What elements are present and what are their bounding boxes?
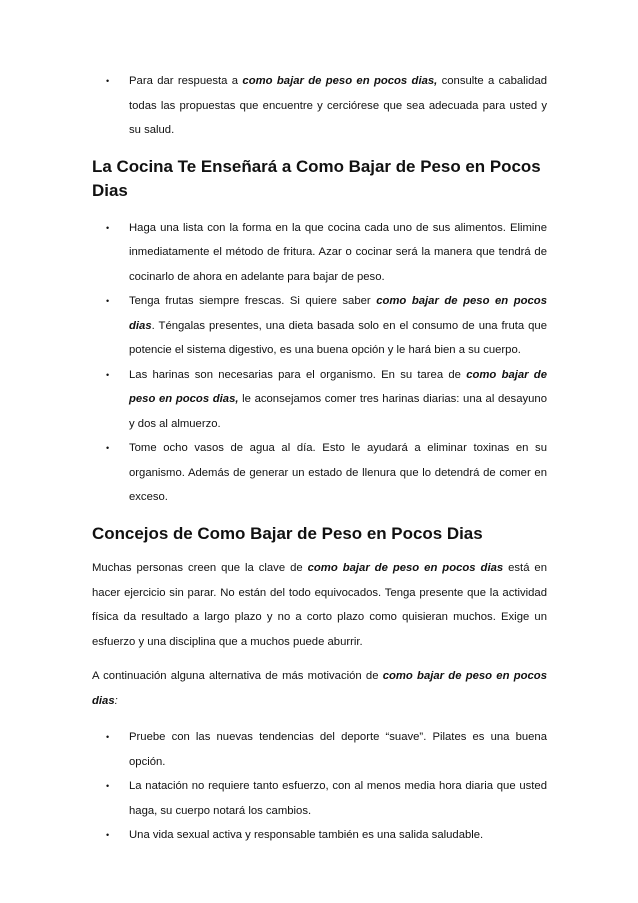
list-item (92, 363, 547, 437)
list-item (92, 289, 547, 363)
bullet-icon: • (106, 222, 110, 233)
bullet-icon: • (106, 732, 110, 742)
item-text: Una vida sexual activa y responsable también es una salida saludable. (129, 829, 484, 841)
list-item (92, 69, 547, 143)
para-text: A continuación alguna alternativa de más motivación de (92, 670, 383, 682)
consejos-list (92, 725, 547, 848)
section-heading: La Cocina Te Enseñará a Como Bajar de Peso en Pocos Dias (92, 156, 541, 200)
bullet-icon: • (106, 76, 110, 86)
list-item (92, 823, 547, 848)
item-text: Haga una lista con la forma en la que cocina cada uno de sus alimentos. Elimine inmediatamente el método de fritura. Azar o cocinar será la manera que tendrá de cocinarlo de ahora en adelante para bajar de peso. (129, 221, 547, 283)
cocina-list (92, 216, 547, 510)
item-text: Tenga frutas siempre frescas. Si quiere saber (129, 295, 377, 307)
section-heading: Concejos de Como Bajar de Peso en Pocos Dias (92, 523, 483, 543)
bullet-icon: • (106, 296, 110, 306)
item-text: le aconsejamos comer tres harinas diarias: una al desayuno y dos al almuerzo. (129, 393, 547, 430)
list-item (92, 774, 547, 823)
item-text: consulte a cabalidad todas las propuestas que encuentre y cerciórese que sea adecuada para usted y su salud. (129, 75, 548, 136)
document-body (92, 69, 547, 848)
para-text: está en hacer ejercicio sin parar. No están del todo equivocados. Tenga presente que la actividad física da resultado a largo plazo y no a corto plazo como quisieran muchos. Exige un esfuerzo y una disciplina que a muchos puede aburrir. (92, 562, 548, 648)
item-text: La natación no requiere tanto esfuerzo, con al menos media hora diaria que usted haga, su cuerpo notará los cambios. (129, 780, 547, 817)
paragraph (92, 664, 547, 713)
item-text: Pruebe con las nuevas tendencias del deporte “suave”. Pilates es una buena opción. (129, 731, 547, 768)
bullet-icon: • (106, 781, 110, 791)
keyword: como bajar de peso en pocos dias (129, 295, 547, 332)
list-item (92, 436, 547, 510)
item-text: . Téngalas presentes, una dieta basada solo en el consumo de una fruta que potencie el sistema digestivo, es una buena opción y le hará bien a su cuerpo. (129, 319, 547, 356)
bullet-icon: • (106, 830, 110, 840)
list-item (92, 216, 547, 290)
keyword: como bajar de peso en pocos dias (92, 670, 547, 707)
para-text: : (114, 694, 118, 707)
bullet-icon: • (106, 443, 110, 453)
keyword: como bajar de peso en pocos dias, (242, 75, 438, 87)
item-text: Las harinas son necesarias para el organismo. En su tarea de (129, 368, 467, 381)
item-text: Para dar respuesta a (129, 75, 243, 87)
list-item (92, 725, 547, 774)
bullet-icon: • (106, 369, 110, 380)
keyword: como bajar de peso en pocos dias, (129, 368, 547, 405)
keyword: como bajar de peso en pocos dias (307, 562, 504, 574)
para-text: Muchas personas creen que la clave de (92, 562, 308, 574)
item-text: Tome ocho vasos de agua al día. Esto le ayudará a eliminar toxinas en su organismo. Además de generar un estado de llenura que lo detendrá de comer en exceso. (129, 442, 547, 503)
paragraph (92, 556, 547, 654)
intro-list (92, 69, 547, 143)
